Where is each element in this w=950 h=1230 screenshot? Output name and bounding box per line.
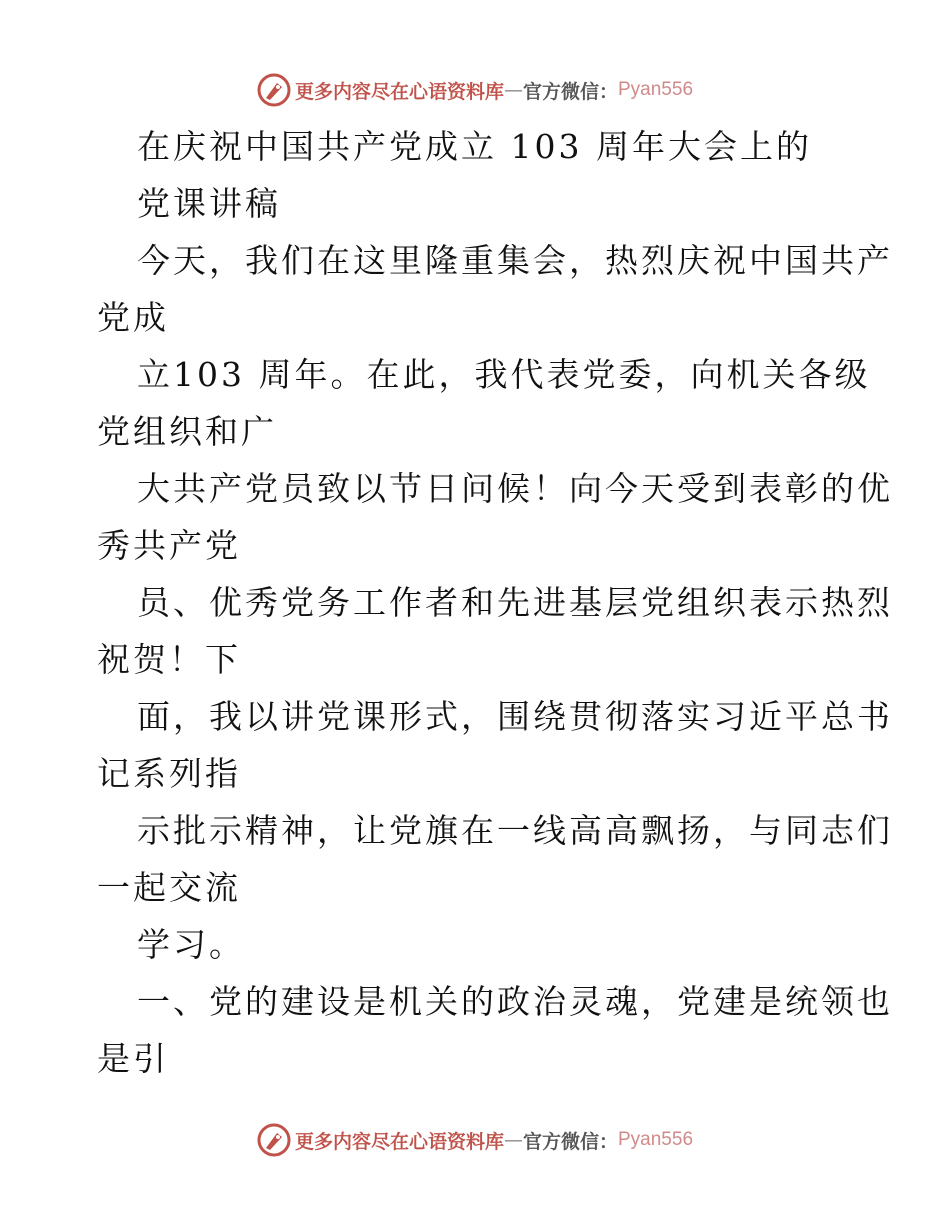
banner-separator: — bbox=[503, 79, 523, 101]
paragraph-line: 示批示精神，让党旗在一线高高飘扬，与同志们 bbox=[137, 811, 893, 850]
document-body bbox=[97, 118, 893, 1087]
paragraph-line: 立103 周年。在此，我代表党委，向机关各级 bbox=[137, 355, 871, 394]
banner-main-text: 更多内容尽在心语资料库 bbox=[294, 1130, 504, 1153]
footer-banner bbox=[0, 1120, 950, 1160]
paragraph-line: 员、优秀党务工作者和先进基层党组织表示热烈 bbox=[137, 583, 893, 622]
section-heading-line: 是引 bbox=[97, 1039, 169, 1078]
paragraph-line: 记系列指 bbox=[97, 754, 241, 793]
banner-main-text: 更多内容尽在心语资料库 bbox=[294, 80, 504, 103]
section-heading-line: 一、党的建设是机关的政治灵魂，党建是统领也 bbox=[137, 982, 893, 1021]
paragraph-line: 面，我以讲党课形式，围绕贯彻落实习近平总书 bbox=[137, 697, 893, 736]
banner-label: 官方微信： bbox=[522, 1130, 618, 1153]
paragraph-line: 秀共产党 bbox=[97, 526, 241, 565]
paragraph-line: 祝贺！下 bbox=[97, 640, 241, 679]
title-line-1: 在庆祝中国共产党成立 103 周年大会上的 bbox=[137, 127, 812, 166]
banner-wechat-id: Pyan556 bbox=[618, 1129, 694, 1150]
paragraph-line: 学习。 bbox=[137, 925, 245, 964]
header-banner bbox=[0, 70, 950, 110]
paragraph-line: 一起交流 bbox=[97, 868, 241, 907]
paragraph-line: 大共产党员致以节日问候！向今天受到表彰的优 bbox=[137, 469, 893, 508]
banner-label: 官方微信： bbox=[522, 80, 618, 103]
pen-nib-logo-icon bbox=[257, 73, 291, 107]
paragraph-line: 党组织和广 bbox=[97, 412, 277, 451]
banner-wechat-id: Pyan556 bbox=[618, 79, 694, 100]
banner-separator: — bbox=[503, 1129, 523, 1151]
pen-nib-logo-icon bbox=[257, 1123, 291, 1157]
paragraph-line: 今天，我们在这里隆重集会，热烈庆祝中国共产 bbox=[137, 241, 893, 280]
title-line-2: 党课讲稿 bbox=[137, 184, 281, 223]
paragraph-line: 党成 bbox=[97, 298, 169, 337]
